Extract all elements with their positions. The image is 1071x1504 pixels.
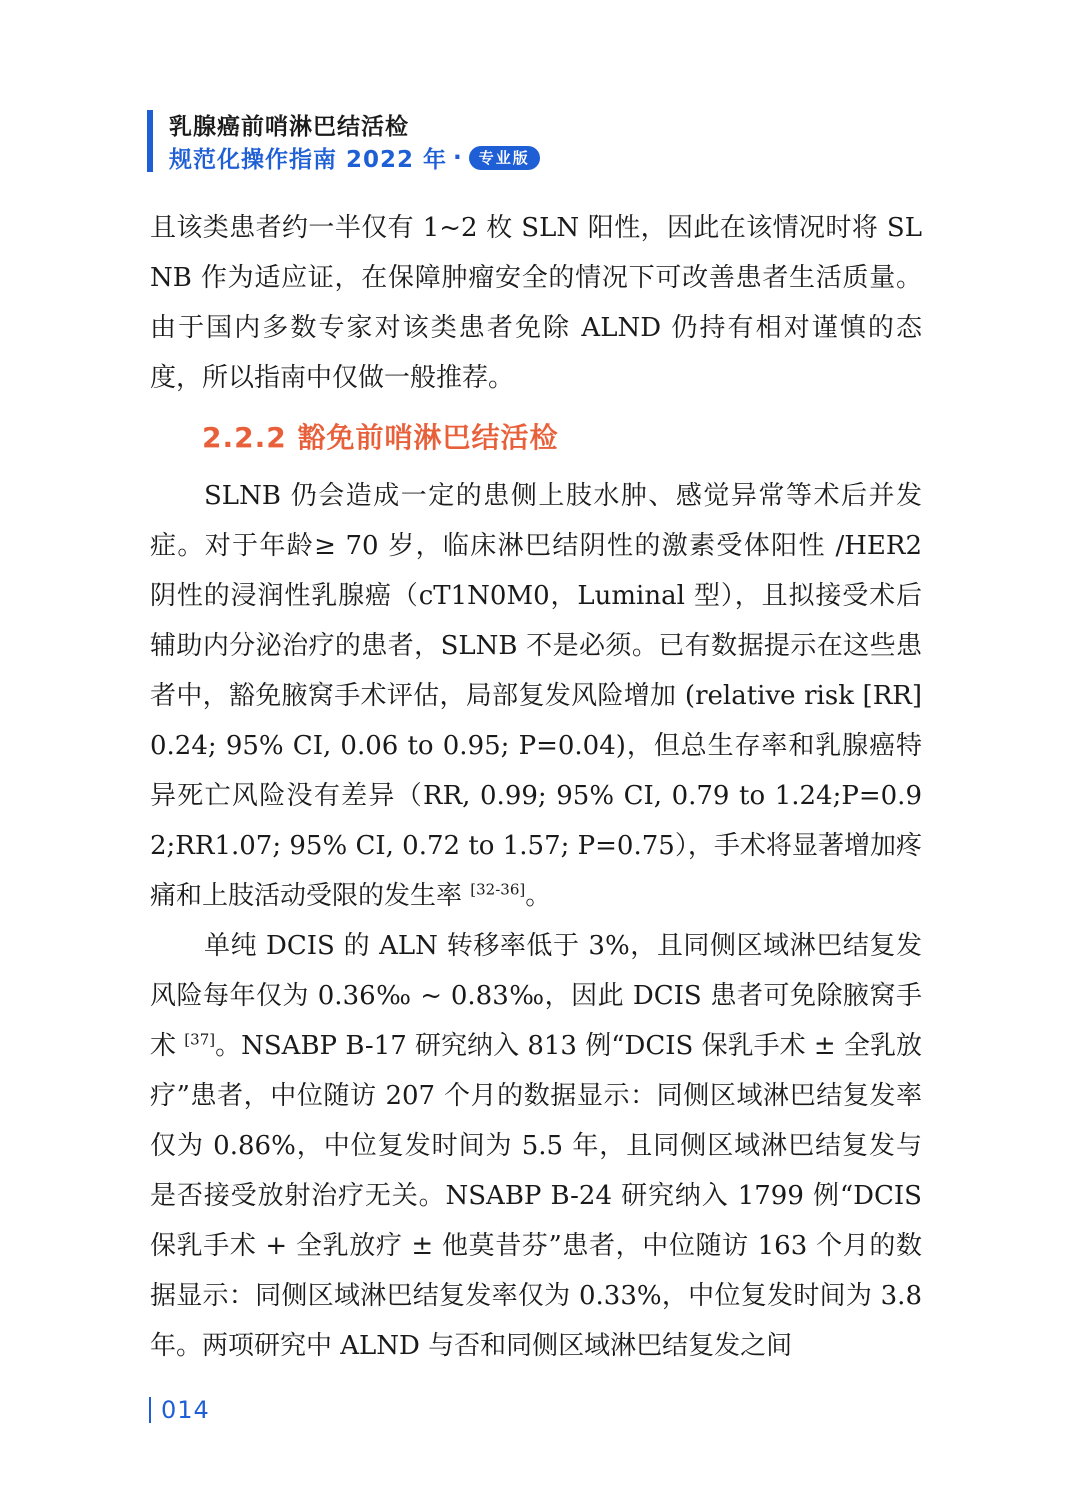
section-heading: 2.2.2 豁免前哨淋巴结活检: [202, 421, 559, 454]
header-subtitle: [169, 141, 540, 174]
paragraph-3-rest: 。NSABP B-17 研究纳入 813 例“DCIS 保乳手术 ± 全乳放疗”患者，中位随访 207 个月的数据显示：同侧区域淋巴结复发率仅为 0.86%，中位复发时间为 5.5 年，且同侧区域淋巴结复发与是否接受放射治疗无关。NSABP B-24 研究纳入 1799 例“DCIS 保乳手术 + 全乳放疗 ± 他莫昔芬”患者，中位随访 163 个月的数据显示：同侧区域淋巴结复发率仅为 0.33%，中位复发时间为 3.8 年。两项研究中 ALND 与否和同侧区域淋巴结复发之间: [150, 1031, 922, 1361]
page-number-text: 014: [161, 1396, 210, 1424]
page-number: [149, 1396, 210, 1424]
paragraph-3: [150, 921, 922, 1371]
header-subtitle-text: 规范化操作指南 2022 年: [169, 147, 448, 173]
page-body: [150, 203, 922, 1371]
paragraph-2-end: 。: [525, 881, 552, 911]
page-number-bar: [149, 1397, 151, 1423]
paragraph-2: [150, 471, 922, 921]
header-title: 乳腺癌前哨淋巴结活检: [169, 114, 409, 140]
header-dot: ·: [453, 144, 463, 171]
citation-ref: [37]: [184, 1030, 216, 1049]
paragraph-3-text: 单纯 DCIS 的 ALN 转移率低于 3%，且同侧区域淋巴结复发风险每年仅为 0.36‰ ~ 0.83‰，因此 DCIS 患者可免除腋窝手术: [150, 931, 922, 1061]
paragraph-1: 且该类患者约一半仅有 1~2 枚 SLN 阳性，因此在该情况时将 SLNB 作为适应证，在保障肿瘤安全的情况下可改善患者生活质量。由于国内多数专家对该类患者免除 ALND 仍持有相对谨慎的态度，所以指南中仅做一般推荐。: [150, 213, 922, 393]
header-accent-bar: [147, 110, 153, 172]
edition-badge: 专业版: [469, 146, 540, 170]
citation-ref: [32-36]: [470, 880, 526, 899]
paragraph-2-text: SLNB 仍会造成一定的患侧上肢水肿、感觉异常等术后并发症。对于年龄≥ 70 岁，临床淋巴结阴性的激素受体阳性 /HER2 阴性的浸润性乳腺癌（cT1N0M0，Luminal 型），且拟接受术后辅助内分泌治疗的患者，SLNB 不是必须。已有数据提示在这些患者中，豁免腋窝手术评估，局部复发风险增加 (relative risk [RR] 0.24; 95% CI, 0.06 to 0.95; P=0.04)，但总生存率和乳腺癌特异死亡风险没有差异（RR, 0.99; 95% CI, 0.79 to 1.24;P=0.92;RR1.07; 95% CI, 0.72 to 1.57; P=0.75），手术将显著增加疼痛和上肢活动受限的发生率: [150, 481, 922, 911]
running-header: [147, 108, 707, 172]
